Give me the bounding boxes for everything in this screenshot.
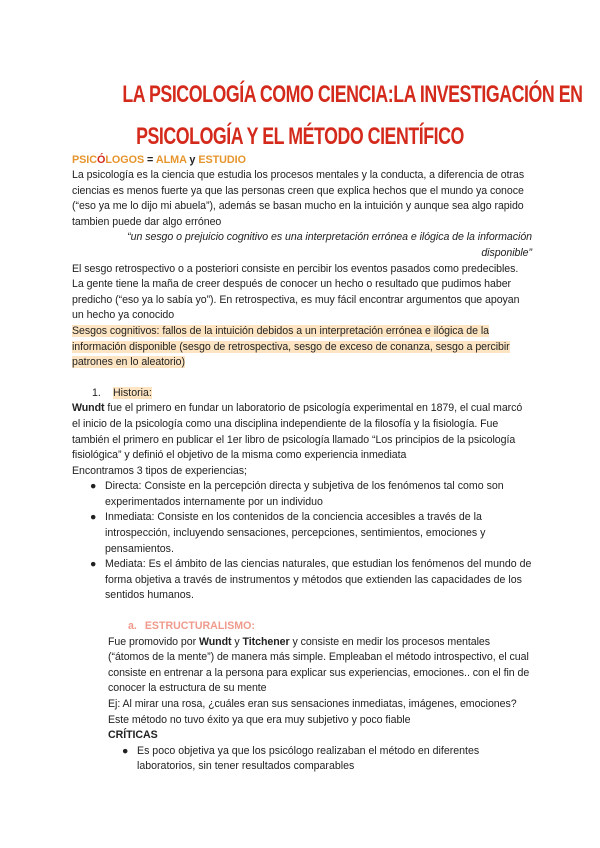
critics-heading: CRÍTICAS [108, 729, 158, 742]
etymology-line [72, 153, 532, 168]
title-line-1: LA PSICOLOGÍA COMO CIENCIA:LA INVESTIGACIÓN EN [122, 81, 583, 108]
intro-paragraph: La psicología es la ciencia que estudia los procesos mentales y la conducta, a diferencia de otras ciencias es menos fuerte ya que las personas creen que explica hechos que el mundo ya conoce (“eso ya me lo dijo mi abuela”), además se basan mucho en la intuición y aunque sea algo rapido tambien puede dar algo erróneo [72, 169, 525, 228]
experience-types-list [84, 479, 532, 604]
critics-list [116, 744, 532, 775]
method-failure-note: Este método no tuvo éxito ya que era muy subjetivo y poco fiable [108, 713, 411, 726]
subsection-structuralism-heading [72, 619, 532, 635]
hindsight-bias-paragraph: El sesgo retrospectivo o a posteriori consiste en percibir los eventos pasados como predecibles. La gente tiene la maña de creer después de conocer un hecho o resultado que pudimos haber predicho (“eso ya lo sabía yo”). En retrospectiva, es muy fácil encontrar argumentos que apoyan un hecho ya conocido [72, 262, 520, 322]
cognitive-biases-highlight [72, 324, 532, 371]
list-item-text: Directa: Consiste en la percepción directa y subjetiva de los fenómenos tal como son experimentados internamente por un individuo [105, 480, 504, 508]
section-number: 1. [92, 386, 101, 399]
text-run: y consiste en medir los procesos mentales (“átomos de la mente”) de manera más simple. Empleaban el método introspectivo, el cual consiste en entrenar a la persona para explicar sus experiencias, emociones.. con el fin de conocer la estructura de su mente [108, 635, 530, 695]
wundt-text: fue el primero en fundar un laboratorio de psicología experimental en 1879, el cual marcó el inicio de la psicología como una disciplina independiente de la filosofía y la fisiología. Fue también el primero en publicar el 1er libro de psicología llamado “Los principios de la psicología fisiológica” y definió el objetivo de la misma como experiencia inmediata [72, 402, 523, 462]
list-item [84, 479, 532, 510]
section-history-label: Historia: [112, 386, 152, 399]
structuralism-paragraph [108, 635, 532, 697]
etymology-o: Ó [97, 154, 106, 166]
list-item-text: Inmediata: Consiste en los contenidos de la conciencia accesibles a través de la introspección, incluyendo sensaciones, percepciones, sentimientos, emociones y pensamientos. [105, 511, 486, 555]
wundt-name: Wundt [198, 635, 232, 648]
structuralism-body [72, 635, 532, 744]
section-history-heading [90, 386, 532, 402]
list-item [84, 510, 532, 557]
subsection-letter: a. [128, 620, 137, 633]
text-run: y [231, 635, 243, 648]
list-item [116, 744, 532, 775]
text-run: Fue promovido por [108, 635, 199, 648]
highlighted-text: Sesgos cognitivos: fallos de la intuición debidos a un interpretación errónea e ilógica de la información disponible (sesgo de retrospectiva, sesgo de exceso de conanza, sesgo a percibir patrones en lo aleatorio) [72, 324, 510, 369]
etymology-estudio: ESTUDIO [198, 154, 246, 166]
bias-definition-quote: “un sesgo o prejuicio cognitivo es una interpretación errónea e ilógica de la información disponible” [127, 231, 532, 259]
wundt-name: Wundt [72, 402, 105, 415]
experience-types-intro: Encontramos 3 tipos de experiencias; [72, 464, 247, 477]
title-line-2: PSICOLOGÍA Y EL MÉTODO CIENTÍFICO [136, 123, 464, 150]
bullet-icon: ● [122, 744, 129, 757]
document-title [122, 74, 583, 158]
etymology-psic: PSIC [72, 154, 97, 166]
list-item-text: Es poco objetiva ya que los psicólogo realizaban el método en diferentes laboratorios, sin tener resultados comparables [137, 744, 480, 773]
bullet-icon: ● [90, 558, 97, 571]
list-item [84, 557, 532, 604]
etymology-equals: = [144, 154, 156, 166]
etymology-logos: LOGOS [105, 154, 145, 166]
etymology-y: y [186, 154, 199, 166]
document-body [72, 153, 532, 775]
titchener-name: Titchener [242, 635, 290, 648]
list-item-text: Mediata: Es el ámbito de las ciencias naturales, que estudian los fenómenos del mundo de forma objetiva a través de instrumentos y métodos que extienden las capacidades de los sentidos humanos. [105, 558, 532, 602]
rose-example: Ej: Al mirar una rosa, ¿cuáles eran sus sensaciones inmediatas, imágenes, emociones? [108, 698, 517, 710]
bullet-icon: ● [90, 480, 97, 493]
bullet-icon: ● [90, 511, 97, 524]
wundt-paragraph [72, 401, 532, 463]
subsection-structuralism-label: ESTRUCTURALISMO: [144, 620, 255, 633]
etymology-alma: ALMA [155, 154, 187, 166]
